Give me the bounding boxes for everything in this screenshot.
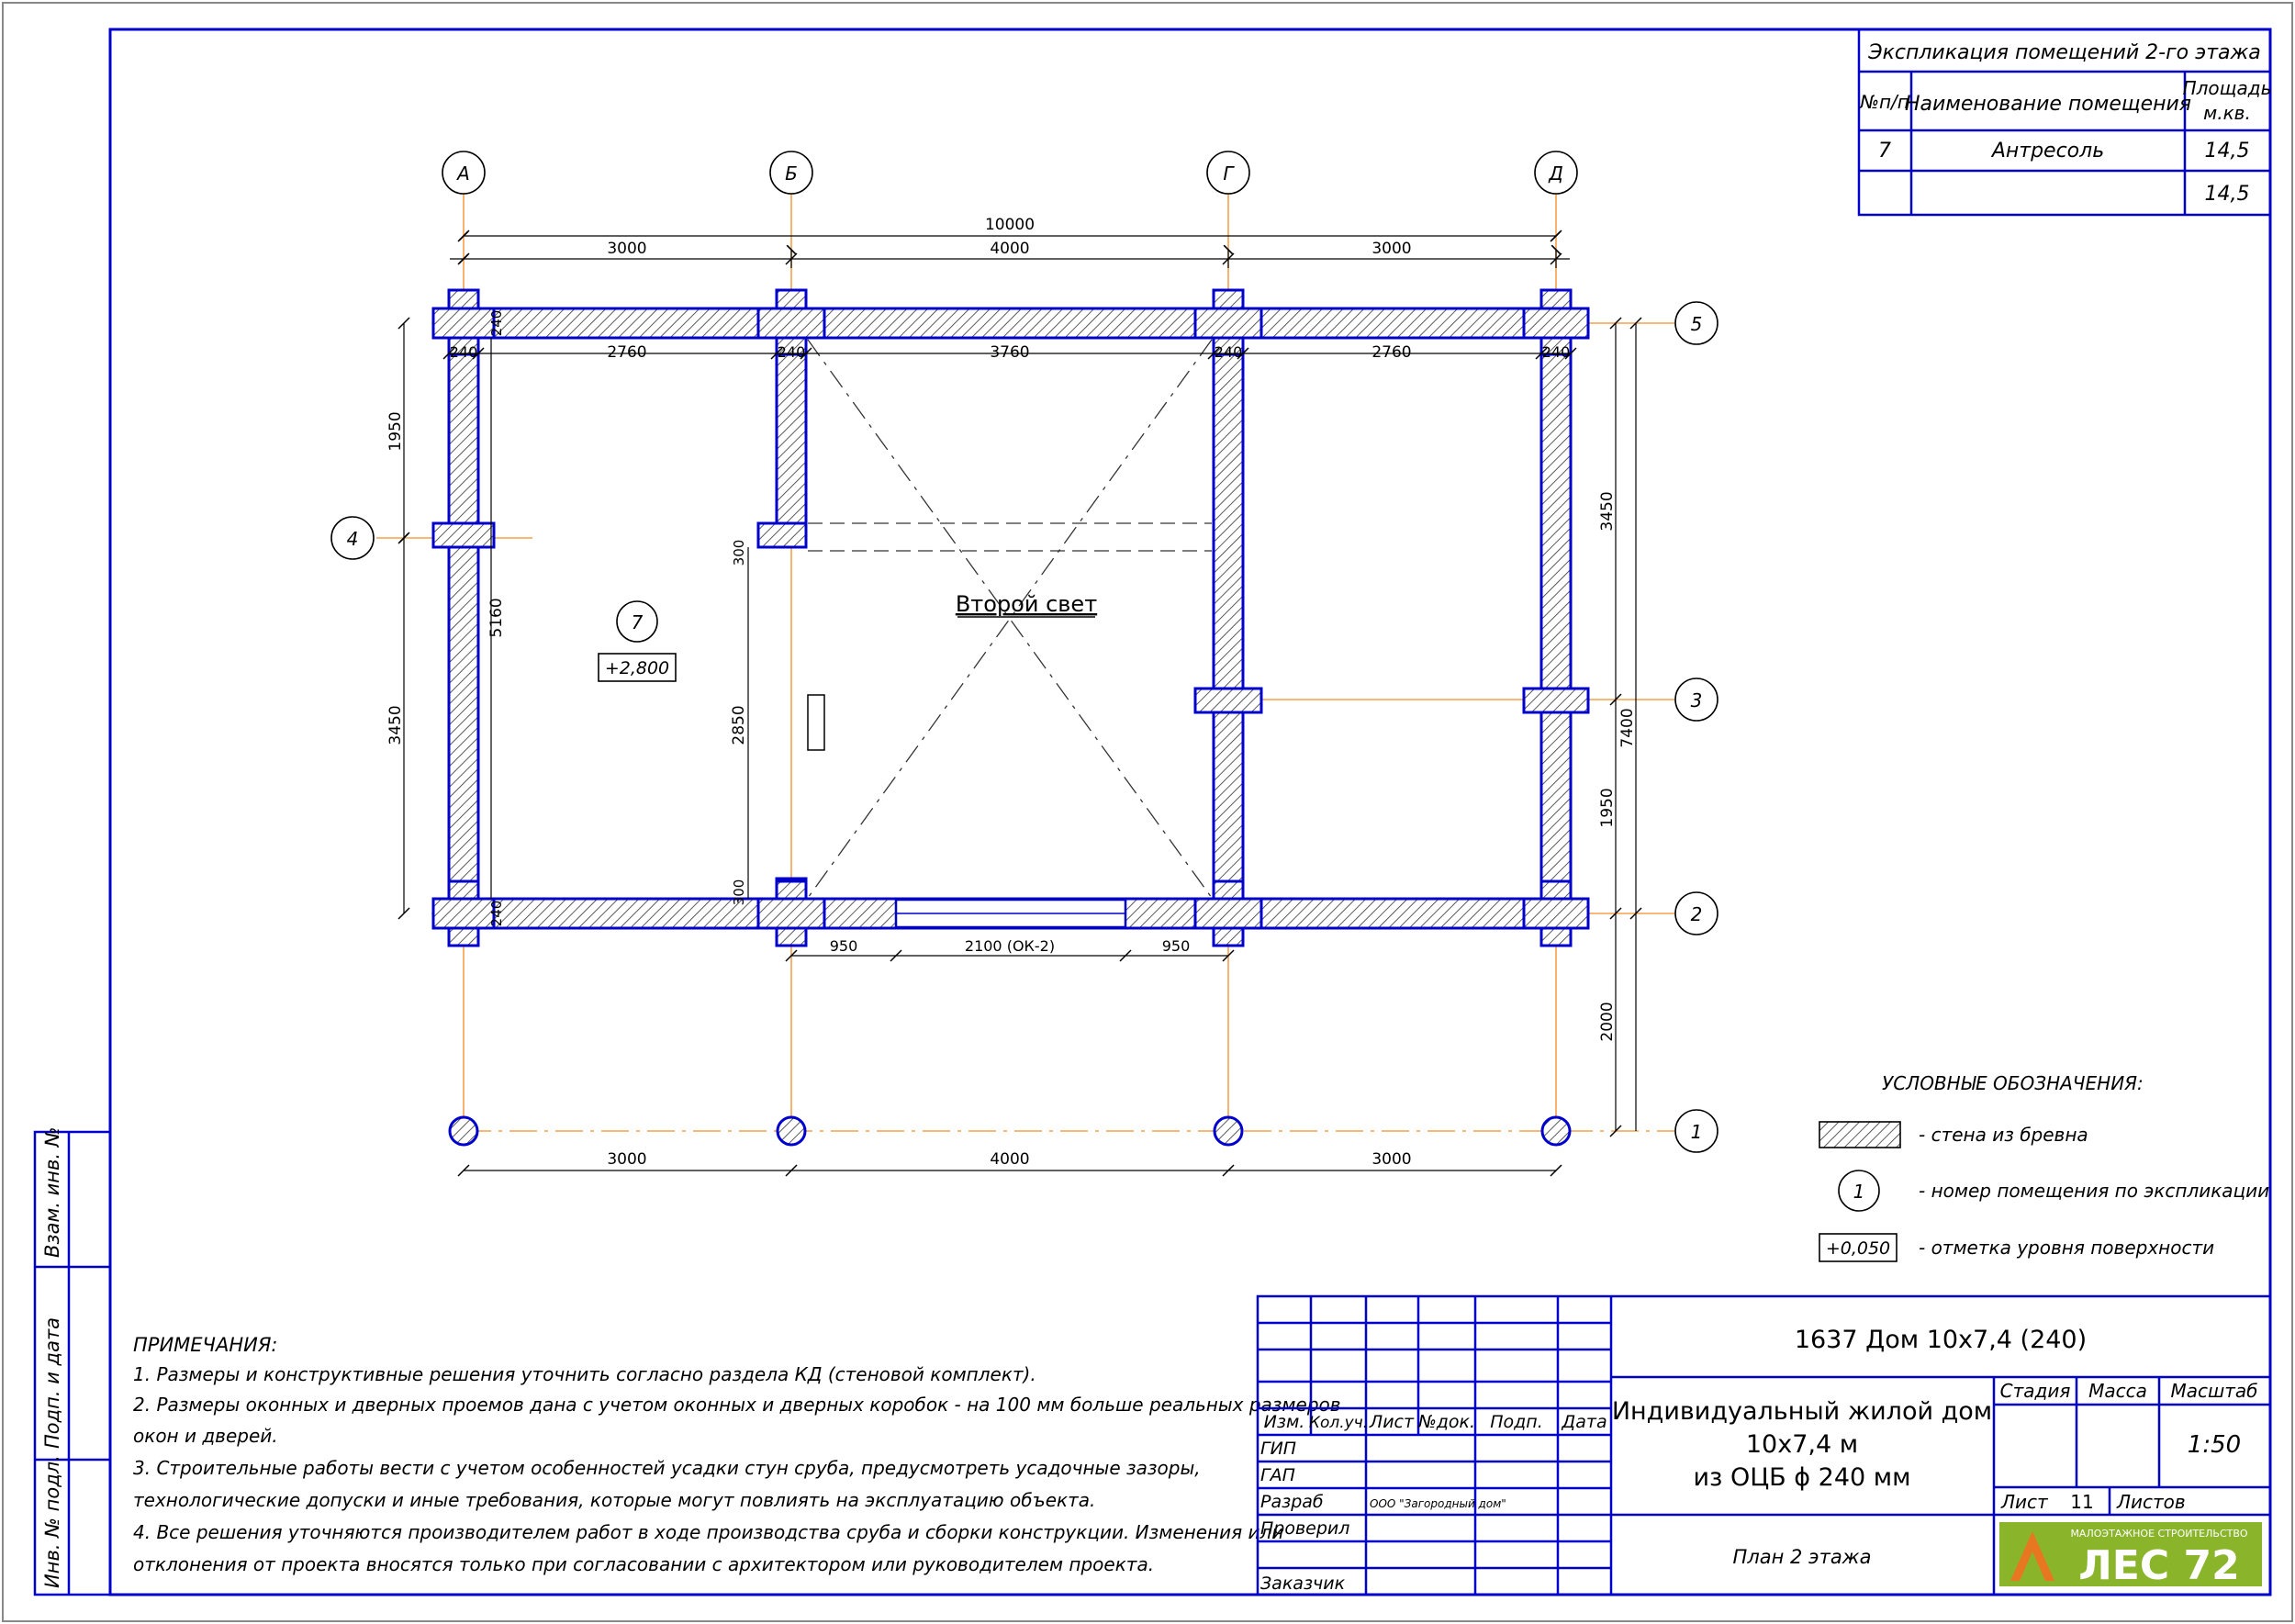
tb-h-izm: Изм. [1263, 1412, 1305, 1432]
dim-stair-300-bottom: 300 [731, 879, 747, 906]
legend-wall-symbol [1819, 1122, 1900, 1148]
dim-right-3450: 3450 [1598, 491, 1617, 532]
tb-h-list: Лист [1369, 1412, 1415, 1432]
room-number: 7 [631, 611, 644, 633]
logo-top-text: МАЛОЭТАЖНОЕ СТРОИТЕЛЬСТВО [2070, 1528, 2248, 1540]
tb-role-proveril: Проверил [1260, 1518, 1350, 1539]
dim-top-3: 3000 [1371, 240, 1412, 258]
legend-wall: - стена из бревна [1919, 1124, 2088, 1146]
dim-right-1950: 1950 [1598, 788, 1617, 828]
tb-name-2: 10х7,4 м [1745, 1430, 1859, 1459]
notes-line-4: 3. Строительные работы вести с учетом особенностей усадки стун сруба, предусмотреть усадочные зазоры, [133, 1457, 1201, 1479]
dim-right-7400: 7400 [1618, 708, 1637, 748]
notes-title: ПРИМЕЧАНИЯ: [133, 1334, 278, 1356]
dim-inner-2: 2760 [607, 343, 647, 362]
tb-role-gap: ГАП [1260, 1465, 1295, 1485]
explication-col-area-2: м.кв. [2203, 102, 2251, 124]
notes-line-3: окон и дверей. [133, 1425, 278, 1447]
company-logo [1999, 1522, 2262, 1589]
dim-left-inner: 5160 [487, 598, 506, 638]
axis-label-b: Б [785, 162, 798, 185]
axis-label-d: Д [1549, 162, 1563, 185]
explication-col-num: №п/п [1860, 91, 1909, 113]
axis-bubbles [331, 151, 1718, 1152]
drawing-frame [110, 29, 2270, 1595]
tb-role-razrab: Разраб [1260, 1492, 1324, 1512]
room-level: +2,800 [604, 658, 670, 678]
explication-col-name: Наименование помещения [1904, 93, 2192, 116]
tb-h-koluch: Кол.уч. [1308, 1414, 1369, 1432]
dim-window-left: 950 [829, 937, 858, 955]
dim-bottom-2: 4000 [990, 1150, 1030, 1169]
dim-stair-2850: 2850 [730, 705, 748, 745]
explication-row-name: Антресоль [1991, 140, 2105, 162]
tb-role-zakazchik: Заказчик [1260, 1574, 1346, 1594]
explication-row-num: 7 [1878, 140, 1891, 162]
dim-inner-6: 2760 [1371, 343, 1412, 362]
dim-top-2: 4000 [990, 240, 1030, 258]
tb-role-gip: ГИП [1260, 1439, 1297, 1459]
axis-label-g: Г [1223, 162, 1234, 185]
stamp-inv: Инв. № подл. [41, 1455, 63, 1588]
axis-label-3: 3 [1690, 689, 1703, 711]
dim-inner-7: 240 [1541, 343, 1571, 361]
dim-bottom-3: 3000 [1371, 1150, 1412, 1169]
dim-right-2000: 2000 [1598, 1002, 1617, 1042]
tb-mass-label: Масса [2088, 1380, 2147, 1402]
legend-level: - отметка уровня поверхности [1919, 1237, 2215, 1259]
dim-overall: 10000 [984, 216, 1036, 234]
tb-name-3: из ОЦБ ϕ 240 мм [1693, 1463, 1911, 1492]
stair-railing [808, 695, 824, 750]
notes-line-2: 2. Размеры оконных и дверных проемов дана с учетом оконных и дверных коробок - на 100 мм больше реальных размеров [133, 1394, 1341, 1416]
dimension-ticks [398, 230, 1641, 1176]
dim-left-top: 1950 [386, 411, 405, 452]
dim-bottom-1: 3000 [607, 1150, 647, 1169]
notes-line-5: технологические допуски и иные требования, которые могут повлиять на эксплуатацию объекта. [133, 1489, 1096, 1511]
legend-room: - номер помещения по экспликации [1919, 1180, 2270, 1202]
notes-line-7: отклонения от проекта вносятся только при согласовании с архитектором или руководителем проекта. [133, 1553, 1155, 1575]
logo-main-text: ЛЕС 72 [2078, 1542, 2240, 1589]
axis-label-4: 4 [346, 528, 359, 550]
explication-total-area: 14,5 [2204, 183, 2250, 206]
dim-left-bottom: 3450 [386, 705, 405, 745]
axis-label-1: 1 [1690, 1121, 1703, 1143]
tb-h-data: Дата [1562, 1412, 1607, 1432]
tb-scale-label: Масштаб [2170, 1380, 2258, 1402]
stamp-vzam: Взам. инв. № [41, 1126, 63, 1258]
tb-sheets-label: Листов [2117, 1491, 2186, 1513]
explication-row-area: 14,5 [2204, 140, 2250, 162]
tb-stage-label: Стадия [1999, 1380, 2071, 1402]
legend-room-symbol-text: 1 [1853, 1181, 1865, 1203]
notes-line-6: 4. Все решения уточняются производителем работ в ходе производства сруба и сборки конструкции. Изменения или [133, 1521, 1284, 1543]
tb-sheet-title: План 2 этажа [1732, 1546, 1872, 1568]
dim-left-inner-240-top: 240 [488, 309, 505, 337]
stamp-podp: Подп. и дата [41, 1316, 63, 1449]
tb-h-ndok: №док. [1417, 1412, 1476, 1432]
tb-sheet-label: Лист [2001, 1491, 2048, 1513]
dim-inner-1: 240 [449, 343, 478, 361]
dim-top-1: 3000 [607, 240, 647, 258]
tb-code: 1637 Дом 10х7,4 (240) [1794, 1326, 2088, 1354]
dim-inner-3: 240 [777, 343, 806, 361]
second-light-label: Второй свет [955, 591, 1098, 617]
dim-left-inner-240-bottom: 240 [488, 900, 505, 927]
tb-developer: ООО "Загородный дом" [1370, 1497, 1506, 1510]
axis-label-5: 5 [1690, 313, 1703, 335]
dim-inner-4: 3760 [990, 343, 1030, 362]
dim-stair-300-top: 300 [731, 539, 747, 566]
tb-sheet: 11 [2070, 1491, 2094, 1513]
tb-h-podp: Подп. [1490, 1412, 1543, 1432]
dim-inner-5: 240 [1214, 343, 1243, 361]
tb-name-1: Индивидуальный жилой дом [1611, 1397, 1993, 1426]
notes-line-1: 1. Размеры и конструктивные решения уточнить согласно раздела КД (стеновой комплект). [133, 1363, 1036, 1385]
axis-label-2: 2 [1690, 903, 1703, 925]
legend-level-symbol: +0,050 [1825, 1238, 1891, 1259]
dim-window: 2100 (ОК-2) [964, 937, 1056, 955]
tb-scale: 1:50 [2187, 1431, 2242, 1459]
dim-window-right: 950 [1161, 937, 1191, 955]
log-walls [433, 290, 1588, 946]
second-light-lines [808, 340, 1212, 898]
explication-title: Экспликация помещений 2-го этажа [1868, 41, 2261, 64]
beam-lines [808, 523, 1212, 551]
explication-col-area-1: Площадь [2182, 77, 2272, 99]
legend-title: УСЛОВНЫЕ ОБОЗНАЧЕНИЯ: [1882, 1072, 2144, 1094]
axis-label-a: А [457, 162, 470, 185]
dimension-lines [404, 236, 1636, 1170]
